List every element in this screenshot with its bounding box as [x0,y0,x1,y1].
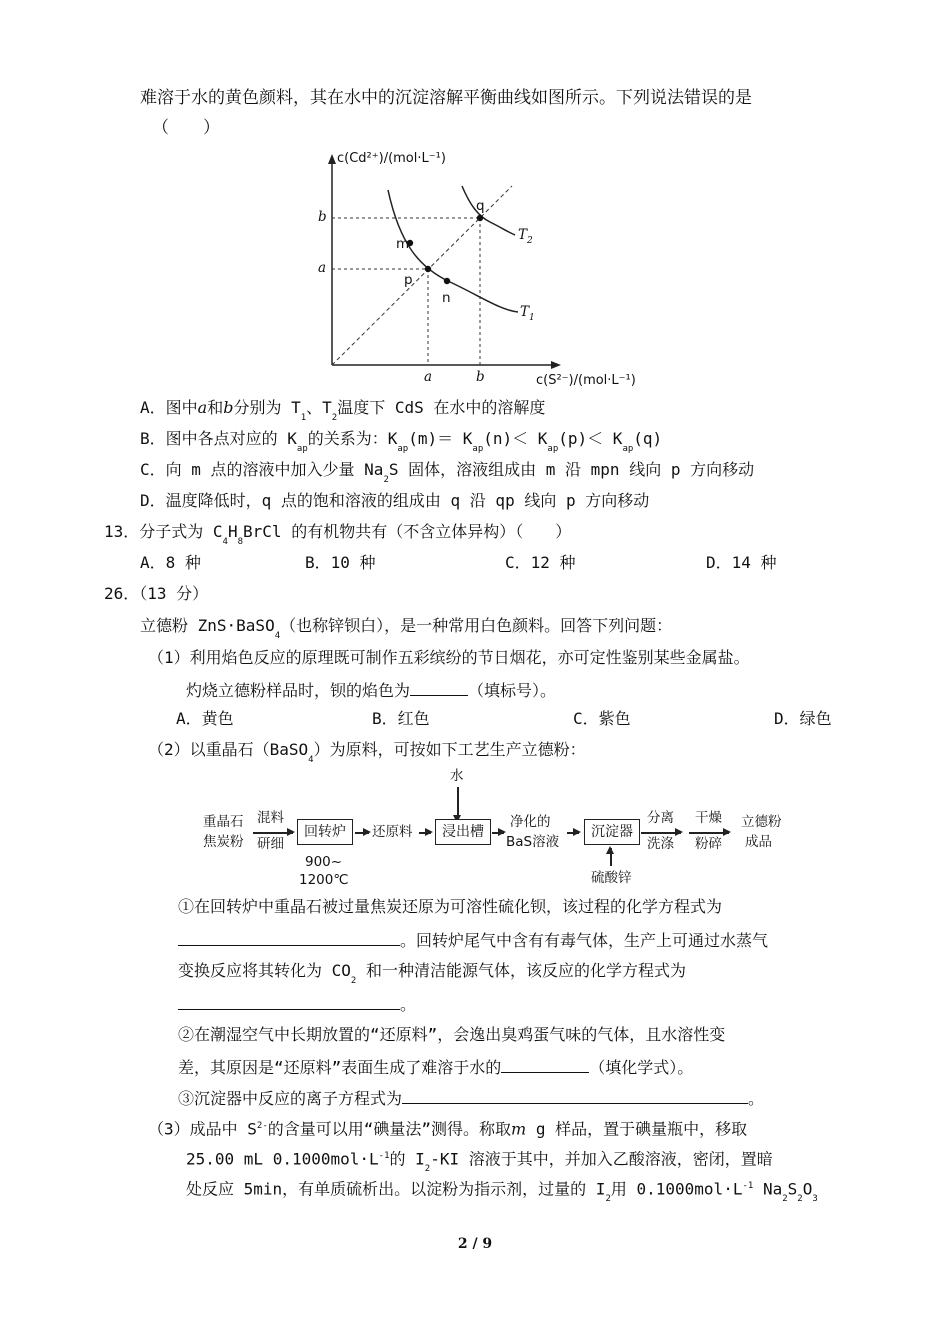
q13-option-d: D．14 种 [706,553,777,572]
flow-arrow-2 [355,832,369,834]
flow-arrow-1 [253,832,293,834]
q26-header: 26．（13 分） [104,584,209,603]
answer-blank-formula[interactable] [501,1054,589,1073]
q26-sub1-line4: 。 [178,991,416,1017]
flow-product2-line1: 净化的 [510,814,551,830]
q26-part1-line1: （1）利用焰色反应的原理既可制作五彩缤纷的节日烟花，亦可定性鉴别某些金属盐。 [148,648,750,667]
flow-box-leaching-tank: 浸出槽 [435,819,491,845]
flow-step3-top: 干燥 [695,810,722,826]
flow-product1: 还原料 [372,824,413,840]
q13-option-b: B．10 种 [305,553,376,572]
label-p: p [404,272,413,288]
q26-part1-option-b: B．红色 [372,709,430,728]
process-flow-diagram [195,765,795,890]
tick-a-x: a [424,369,433,385]
point-q [477,215,483,221]
flow-temp-line1: 900~ [305,854,343,870]
q12-option-c: C．向 m 点的溶液中加入少量 $Na_2S$ 固体，溶液组成由 m 沿 mpn 线向 p 方向移动 [140,460,755,485]
flow-water-label: 水 [450,768,464,784]
flow-input-line1: 重晶石 [203,814,244,830]
q26-part1-line2: 灼烧立德粉样品时，钡的焰色为 （填标号）。 [186,677,556,703]
tick-b-y: b [318,209,327,225]
flow-final-line1: 立德粉 [741,814,782,830]
tick-a-y: a [318,260,327,276]
curve-t2 [462,186,515,235]
y-axis-arrow [328,154,336,164]
flow-arrow-5 [567,832,579,834]
point-n [444,278,450,284]
label-m: m [396,236,410,252]
q12-answer-paren: （ ） [152,118,220,138]
q26-sub2-line1: ②在潮湿空气中长期放置的“还原料”，会逸出臭鸡蛋气味的气体，且水溶性变 [178,1025,726,1044]
x-axis-label: c(S²⁻)/(mol·L⁻¹) [536,373,636,388]
flow-water-arrow [457,787,459,821]
q26-intro: 立德粉 ZnS·BaSO$_4$（也称锌钡白），是一种常用白色颜料。回答下列问题： [140,616,673,641]
flow-input-line2: 焦炭粉 [203,834,244,850]
flow-arrow-4 [492,832,504,834]
q26-part3-line3: 处反应 5min，有单质硫析出。以淀粉为指示剂，过量的 $I_2$用 $0.1000mol\cdot L^{-1}$ $Na_2S_2O_3$ [186,1179,818,1205]
flow-reagent-label: 硫酸锌 [591,870,632,886]
page-number: 2 / 9 [457,1236,493,1252]
label-q: q [476,198,485,214]
flow-step2-bottom: 洗涤 [647,836,674,852]
q26-part3-line1: （3）成品中 $S^{2-}$的含量可以用“碘量法”测得。称取m g 样品，置于碘量瓶中，移取 [148,1119,748,1139]
flow-temp-line2: 1200℃ [299,872,349,888]
answer-blank-ionic-equation[interactable] [402,1085,748,1104]
label-t1: $T_1$ [520,304,535,323]
flow-step1-top: 混料 [257,810,284,826]
q26-sub1-line1: ①在回转炉中重晶石被过量焦炭还原为可溶性硫化钡，该过程的化学方程式为 [178,897,723,916]
flow-arrow-6 [641,832,681,834]
diagonal-line [332,186,512,365]
q12-option-b: B．图中各点对应的 $K_{ap}$的关系为：$K_{ap}(m)= K_{ap}(n)< K_{ap}(p)< K_{ap}(q)$ [140,429,663,454]
solubility-graph [300,150,640,395]
y-axis-label: c(Cd²⁺)/(mol·L⁻¹) [337,151,446,166]
answer-blank-equation-1[interactable] [178,927,400,946]
flow-reagent-arrow [610,848,612,866]
q12-option-a: A．图中a和b分别为 $T_1$、$T_2$温度下 CdS 在水中的溶解度 [140,398,546,423]
flow-box-rotary-kiln: 回转炉 [297,819,353,845]
q13-option-c: C．12 种 [505,553,576,572]
label-n: n [442,290,451,306]
q26-part3-line2: 25.00 mL $0.1000mol\cdot L^{-1}$的 $I_2-KI$ 溶液于其中，并加入乙酸溶液，密闭，置暗 [186,1149,773,1175]
flow-arrow-3 [419,832,431,834]
answer-blank-equation-2[interactable] [178,991,400,1010]
x-axis-arrow [551,361,561,369]
label-t2: $T_2$ [518,227,533,246]
flow-arrow-7 [689,832,729,834]
q26-sub2-line2: 差，其原因是“还原料”表面生成了难溶于水的 （填化学式）。 [178,1054,693,1080]
q26-part1-option-c: C．紫色 [573,709,631,728]
flow-step2-top: 分离 [647,810,674,826]
q26-sub1-line3: 变换反应将其转化为 $CO_2$ 和一种清洁能源气体，该反应的化学方程式为 [178,961,686,986]
q26-part1-option-a: A．黄色 [176,709,234,728]
flow-box-precipitator: 沉淀器 [584,819,640,845]
answer-blank-flame[interactable] [410,677,468,696]
q13-option-a: A．8 种 [140,553,201,572]
flow-step1-bottom: 研细 [257,836,284,852]
q13-stem: 13．分子式为 $C_4H_8BrCl$ 的有机物共有（不含立体异构）（ ） [104,522,572,547]
q26-part1-option-d: D．绿色 [774,709,832,728]
flow-step3-bottom: 粉碎 [695,836,722,852]
flow-final-line2: 成品 [745,834,772,850]
tick-b-x: b [476,369,485,385]
q12-intro: 难溶于水的黄色颜料，其在水中的沉淀溶解平衡曲线如图所示。下列说法错误的是 [140,88,752,108]
q26-part2-intro: （2）以重晶石（BaSO$_4$）为原料，可按如下工艺生产立德粉： [148,740,586,765]
point-p [425,266,431,272]
q12-option-d: D．温度降低时，q 点的饱和溶液的组成由 q 沿 qp 线向 p 方向移动 [140,491,650,510]
q26-sub1-line2: 。回转炉尾气中含有有毒气体，生产上可通过水蒸气 [178,927,768,953]
q26-sub3: ③沉淀器中反应的离子方程式为 。 [178,1085,764,1111]
flow-product2-line2: BaS溶液 [506,834,560,850]
